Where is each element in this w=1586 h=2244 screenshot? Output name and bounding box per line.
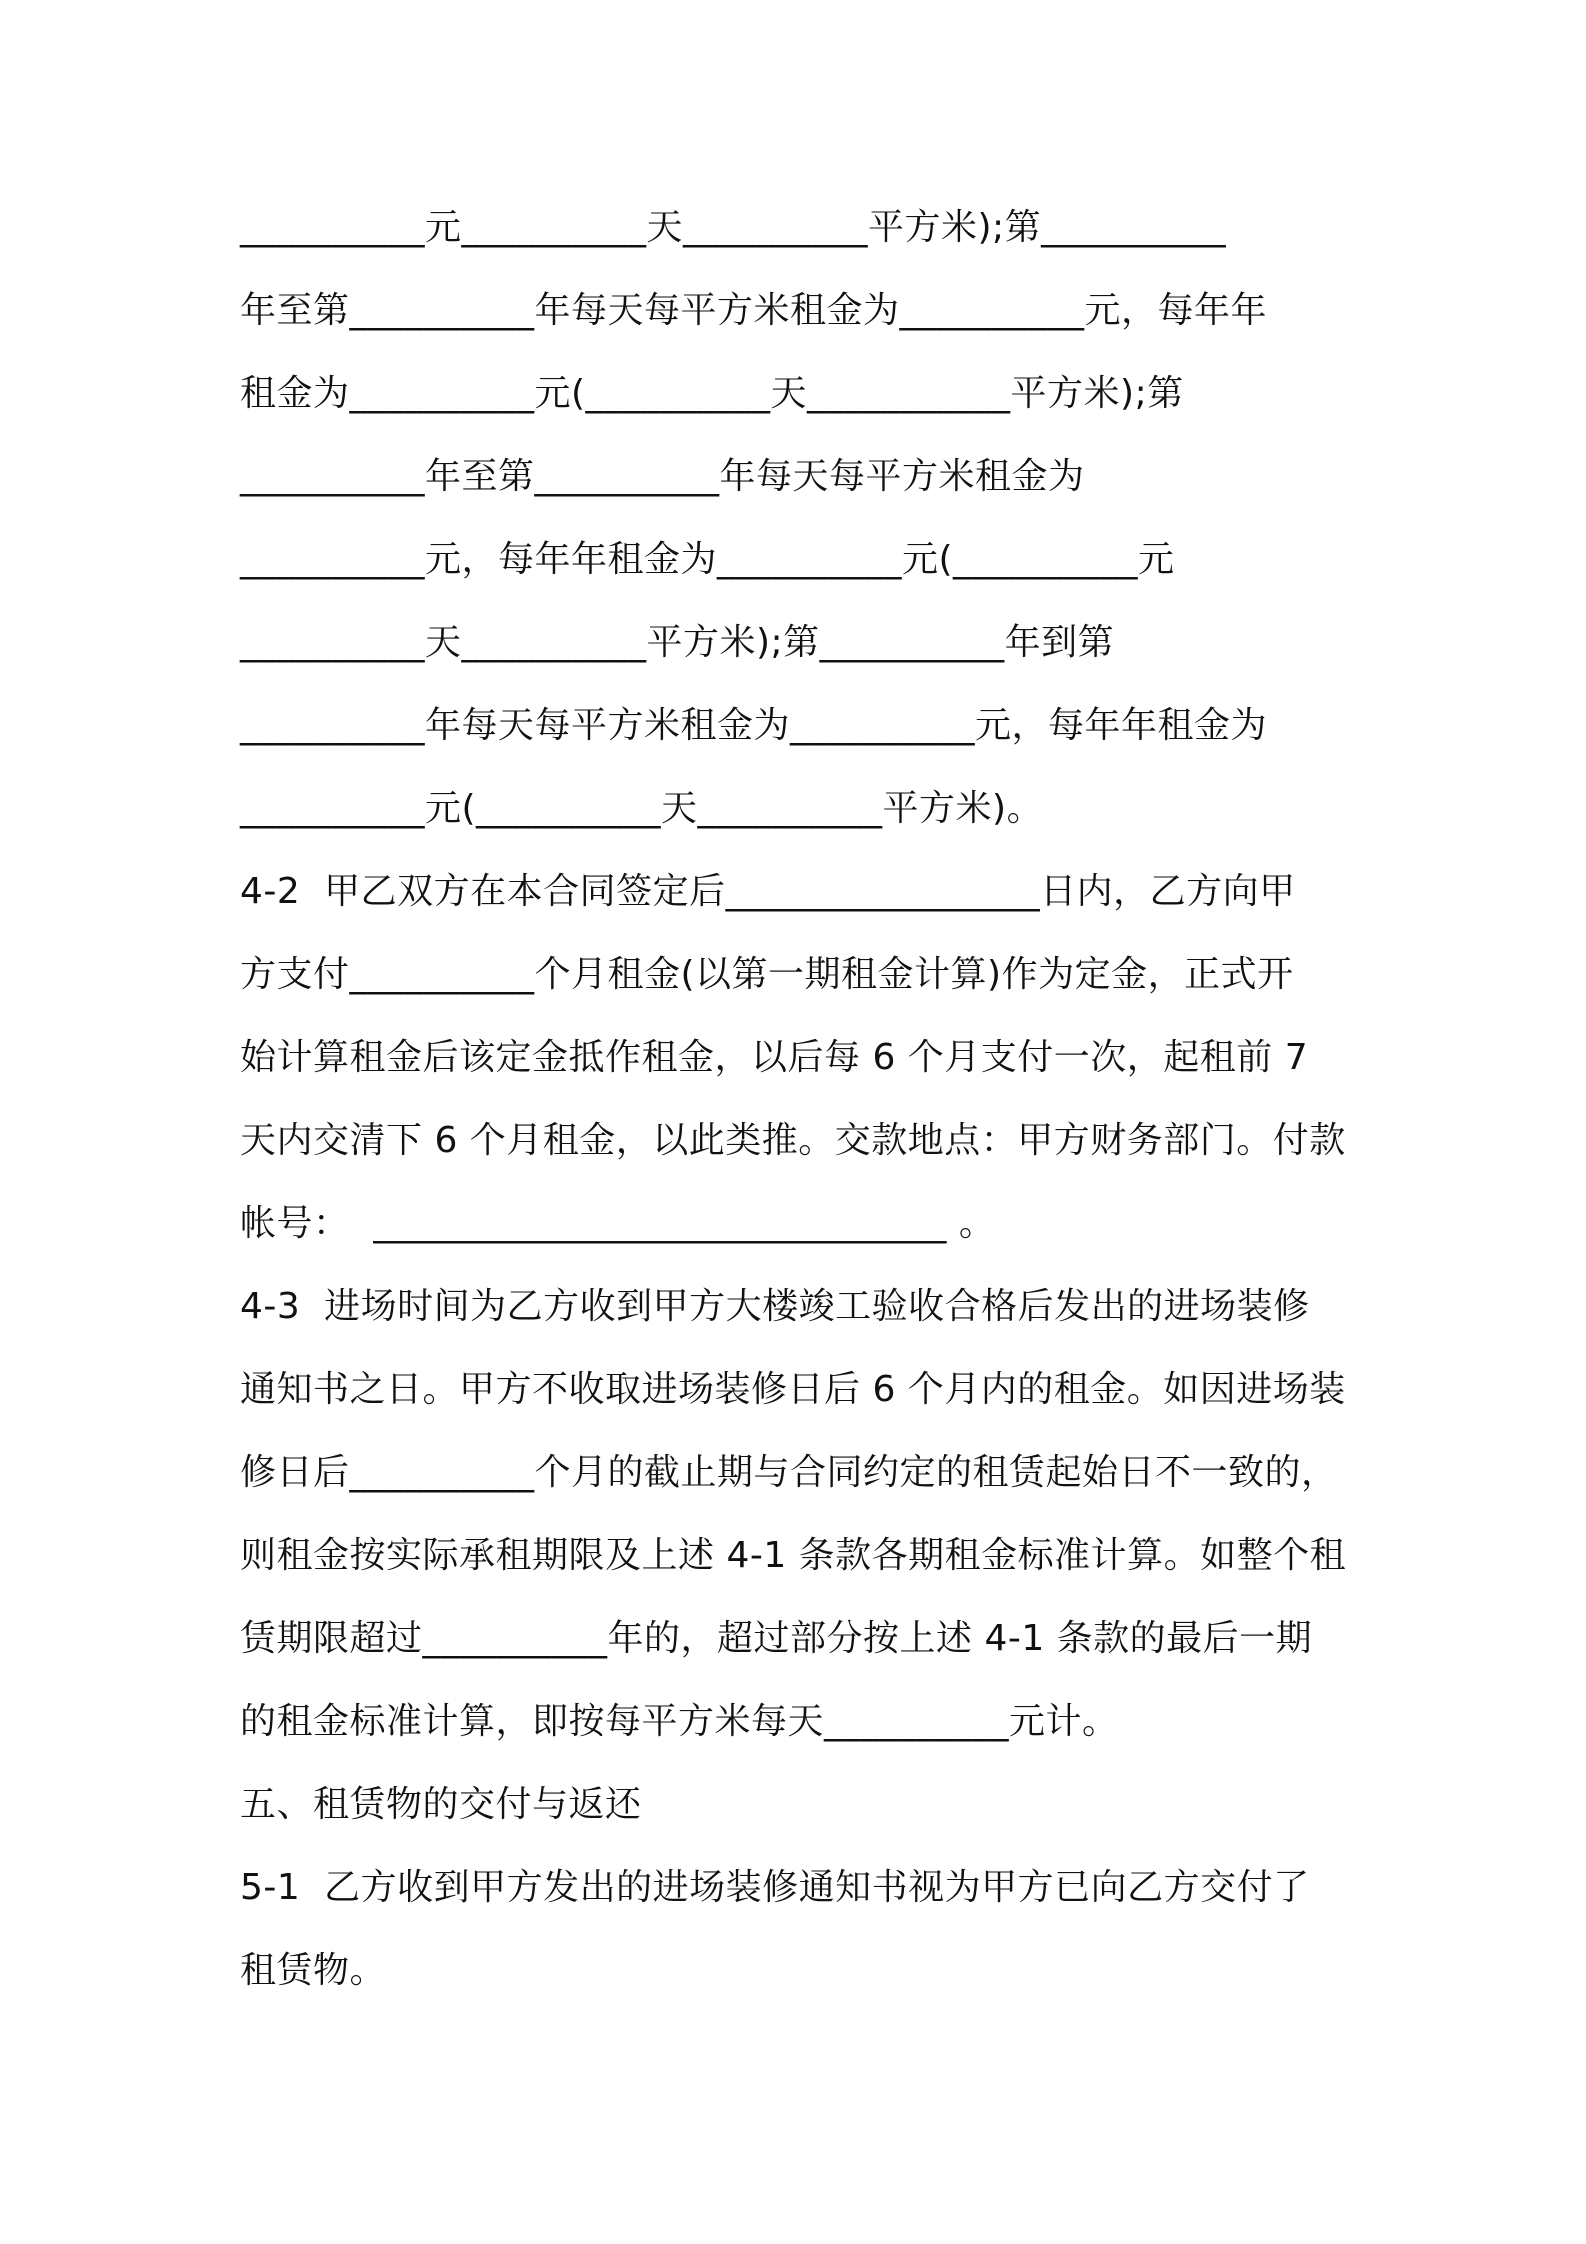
clause-4-2-line: 4-2 甲乙双方在本合同签定后_________________日内，乙方向甲 bbox=[240, 871, 1296, 912]
text-line: 帐号： _______________________________ 。 bbox=[240, 1203, 996, 1244]
text-line: __________元，每年年租金为__________元(__________元 bbox=[240, 539, 1175, 580]
clause-4-3-line: 4-3 进场时间为乙方收到甲方大楼竣工验收合格后发出的进场装修 bbox=[240, 1286, 1310, 1327]
text-line: 的租金标准计算，即按每平方米每天__________元计。 bbox=[240, 1701, 1119, 1742]
text-line: 修日后__________个月的截止期与合同约定的租赁起始日不一致的， bbox=[240, 1452, 1338, 1493]
text-line: __________元__________天__________平方米);第__________ bbox=[240, 207, 1227, 248]
text-line: 则租金按实际承租期限及上述 4-1 条款各期租金标准计算。如整个租 bbox=[240, 1535, 1347, 1576]
text-line: 赁期限超过__________年的，超过部分按上述 4-1 条款的最后一期 bbox=[240, 1618, 1313, 1659]
section-heading: 五、租赁物的交付与返还 bbox=[240, 1784, 642, 1825]
text-line: 租赁物。 bbox=[240, 1950, 387, 1991]
text-line: __________天__________平方米);第__________年到第 bbox=[240, 622, 1115, 663]
text-line: 天内交清下 6 个月租金，以此类推。交款地点：甲方财务部门。付款 bbox=[240, 1120, 1346, 1161]
document-body bbox=[240, 198, 1370, 2024]
text-line: __________元(__________天__________平方米)。 bbox=[240, 788, 1044, 829]
text-line: 年至第__________年每天每平方米租金为__________元，每年年 bbox=[240, 290, 1268, 331]
text-line: __________年每天每平方米租金为__________元，每年年租金为 bbox=[240, 705, 1268, 746]
text-line: 始计算租金后该定金抵作租金，以后每 6 个月支付一次，起租前 7 bbox=[240, 1037, 1309, 1078]
text-line: 租金为__________元(__________天___________平方米);第 bbox=[240, 373, 1184, 414]
clause-5-1-line: 5-1 乙方收到甲方发出的进场装修通知书视为甲方已向乙方交付了 bbox=[240, 1867, 1310, 1908]
text-line: 通知书之日。甲方不收取进场装修日后 6 个月内的租金。如因进场装 bbox=[240, 1369, 1346, 1410]
text-line: __________年至第__________年每天每平方米租金为 bbox=[240, 456, 1085, 497]
text-line: 方支付__________个月租金(以第一期租金计算)作为定金，正式开 bbox=[240, 954, 1294, 995]
